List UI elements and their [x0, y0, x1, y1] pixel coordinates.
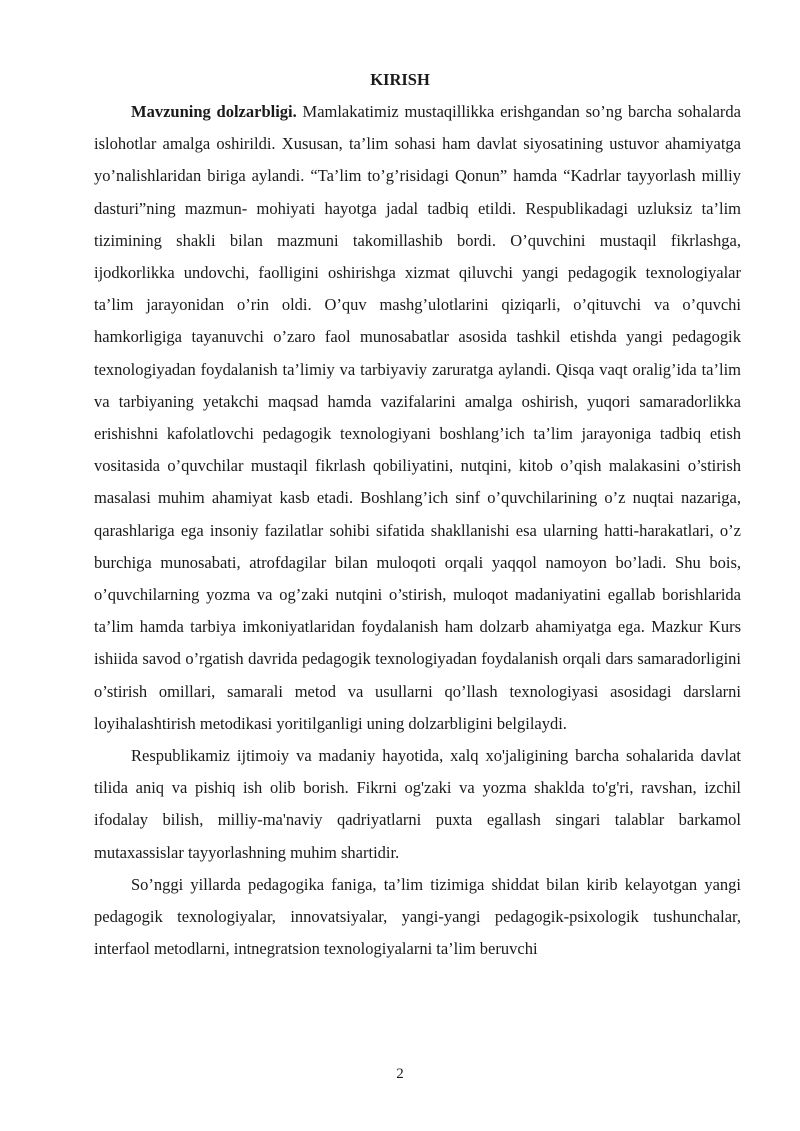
body-text [94, 96, 741, 965]
paragraph-text: So’nggi yillarda pedagogika faniga, ta’lim tizimiga shiddat bilan kirib kelayotgan yangi pedagogik texnologiyalar, innovatsiyalar, yangi-yangi pedagogik-psixologik tushunchalar, interfaol metodlarni, intnegratsion texnologiyalarni ta’lim beruvchi [94, 874, 741, 959]
paragraph-text: Mamlakatimiz mustaqillikka erishgandan so’ng barcha sohalarda islohotlar amalga oshirildi. Xususan, ta’lim sohasi ham davlat siyosatining ustuvor ahamiyatga yo’nalishlaridan biriga aylandi. “Ta’lim to’g’risidagi Qonun” hamda “Kadrlar tayyorlash milliy dasturi”ning mazmun- mohiyati hayotga jadal tadbiq etildi. Respublikadagi uzluksiz ta’lim tizimining shakli bilan mazmuni takomillashib bordi. O’quvchini mustaqil fikrlashga, ijodkorlikka undovchi, faolligini oshirishga xizmat qiluvchi yangi pedagogik texnologiyalar ta’lim jarayonidan o’rin oldi. O’quv mashg’ulotlarini qiziqarli, o’qituvchi va o’quvchi hamkorligiga tayanuvchi o’zaro faol munosabatlar asosida tashkil etishda yangi pedagogik texnologiyadan foydalanish ta’limiy va tarbiyaviy zaruratga aylandi. Qisqa vaqt oralig’ida ta’lim va tarbiyaning yetakchi maqsad hamda vazifalarini amalga oshirish, yuqori samaradorlikka erishishni kafolatlovchi pedagogik texnologiyani boshlang’ich ta’lim jarayoniga tadbiq etish vositasida o’quvchilar mustaqil fikrlash qobiliyatini, nutqini, kitob o’qish malakasini o’stirish masalasi muhim ahamiyat kasb etadi. Boshlang’ich sinf o’quvchilarining o’z nuqtai nazariga, qarashlariga ega insoniy fazilatlar sohibi sifatida shakllanishi esa ularning hatti-harakatlari, o’z burchiga munosabati, atrofdagilar bilan muloqoti orqali yaqqol namoyon bo’ladi. Shu bois, o’quvchilarning yozma va og’zaki nutqini o’stirish, muloqot madaniyatini egallab borishlarida ta’lim hamda tarbiya imkoniyatlaridan foydalanish ham dolzarb ahamiyatga ega. Mazkur Kurs ishiida savod o’rgatish davrida pedagogik texnologiyadan foydalanish orqali dars samaradorligini o’stirish omillari, samarali metod va usullarni qo’llash texnologiyasi asosidagi darslarni loyihalashtirish metodikasi yoritilganligi uning dolzarbligini belgilaydi. [94, 102, 741, 733]
paragraph-lead: Mavzuning dolzarbligi. [131, 102, 297, 121]
paragraph-state-language [94, 740, 741, 869]
paragraph-text: Respublikamiz ijtimoiy va madaniy hayotida, xalq xo'jaligining barcha sohalarida davlat tilida aniq va pishiq ish olib borish. Fikrni og'zaki va yozma shaklda to'g'ri, ravshan, izchil ifodalay bilish, milliy-ma'naviy qadriyatlarni puxta egallash singari talablar barkamol mutaxassislar tayyorlashning muhim shartidir. [94, 746, 741, 862]
section-heading: KIRISH [370, 70, 430, 89]
page-number: 2 [396, 1066, 404, 1082]
paragraph-recent-years [94, 869, 741, 966]
paragraph-relevance [94, 96, 741, 740]
